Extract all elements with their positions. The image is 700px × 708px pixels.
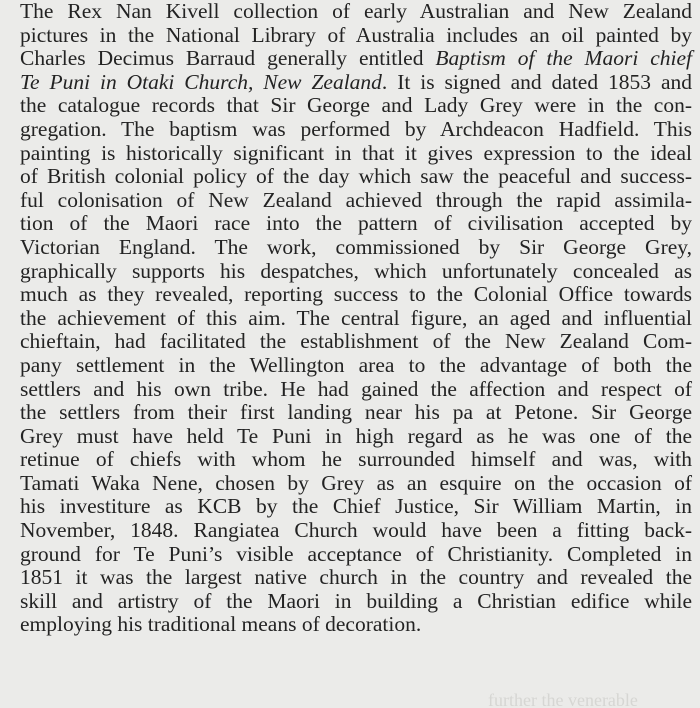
text-line: Charles Decimus Barraud generally entitled Baptism of the Maori chief — [20, 46, 692, 71]
text-line: his investiture as KCB by the Chief Justice, Sir William Martin, in — [20, 494, 692, 519]
text-line: painting is historically significant in that it gives expression to the ideal — [20, 140, 692, 165]
text-line: gregation. The baptism was performed by Archdeacon Hadfield. This — [20, 116, 692, 141]
text-line: ful colonisation of New Zealand achieved through the rapid assimila- — [20, 187, 692, 212]
text-line: employing his traditional means of decoration. — [20, 612, 422, 637]
text-line: much as they revealed, reporting success to the Colonial Office towards — [20, 282, 692, 307]
text-line: the catalogue records that Sir George and Lady Grey were in the con- — [20, 93, 692, 118]
text-line: settlers and his own tribe. He had gained the affection and respect of — [20, 376, 692, 401]
text-line: the settlers from their first landing near his pa at Petone. Sir George — [20, 400, 692, 425]
text-line: pany settlement in the Wellington area to the advantage of both the — [20, 352, 692, 377]
painting-title-italic: Baptism of the Maori chief — [435, 46, 692, 71]
text-line: ground for Te Puni’s visible acceptance of Christianity. Completed in — [20, 541, 692, 566]
body-paragraph — [20, 0, 692, 637]
text-line: of British colonial policy of the day which saw the peaceful and success- — [20, 164, 692, 189]
text-line: retinue of chiefs with whom he surrounded himself and was, with — [20, 447, 692, 472]
text-line: Victorian England. The work, commissioned by Sir George Grey, — [20, 234, 692, 259]
text-line: November, 1848. Rangiatea Church would have been a fitting back- — [20, 518, 692, 543]
bleed-through-text: further the venerable — [488, 690, 638, 708]
text-line: tion of the Maori race into the pattern of civilisation accepted by — [20, 211, 692, 236]
text-line: Grey must have held Te Puni in high regard as he was one of the — [20, 423, 692, 448]
text-line: the achievement of this aim. The central figure, an aged and influential — [20, 305, 692, 330]
text-line: pictures in the National Library of Australia includes an oil painted by — [20, 22, 692, 47]
text-line: chieftain, had facilitated the establishment of the New Zealand Com- — [20, 329, 692, 354]
text-line: Tamati Waka Nene, chosen by Grey as an esquire on the occasion of — [20, 470, 692, 495]
text-line: skill and artistry of the Maori in building a Christian edifice while — [20, 588, 692, 613]
text-line: The Rex Nan Kivell collection of early Australian and New Zealand — [20, 0, 692, 23]
text-line: graphically supports his despatches, which unfortunately concealed as — [20, 258, 692, 283]
painting-title-italic: Te Puni in Otaki Church, New Zealand — [20, 69, 382, 94]
text-line: Te Puni in Otaki Church, New Zealand. It is signed and dated 1853 and — [20, 69, 692, 94]
text-line: 1851 it was the largest native church in the country and revealed the — [20, 565, 692, 590]
